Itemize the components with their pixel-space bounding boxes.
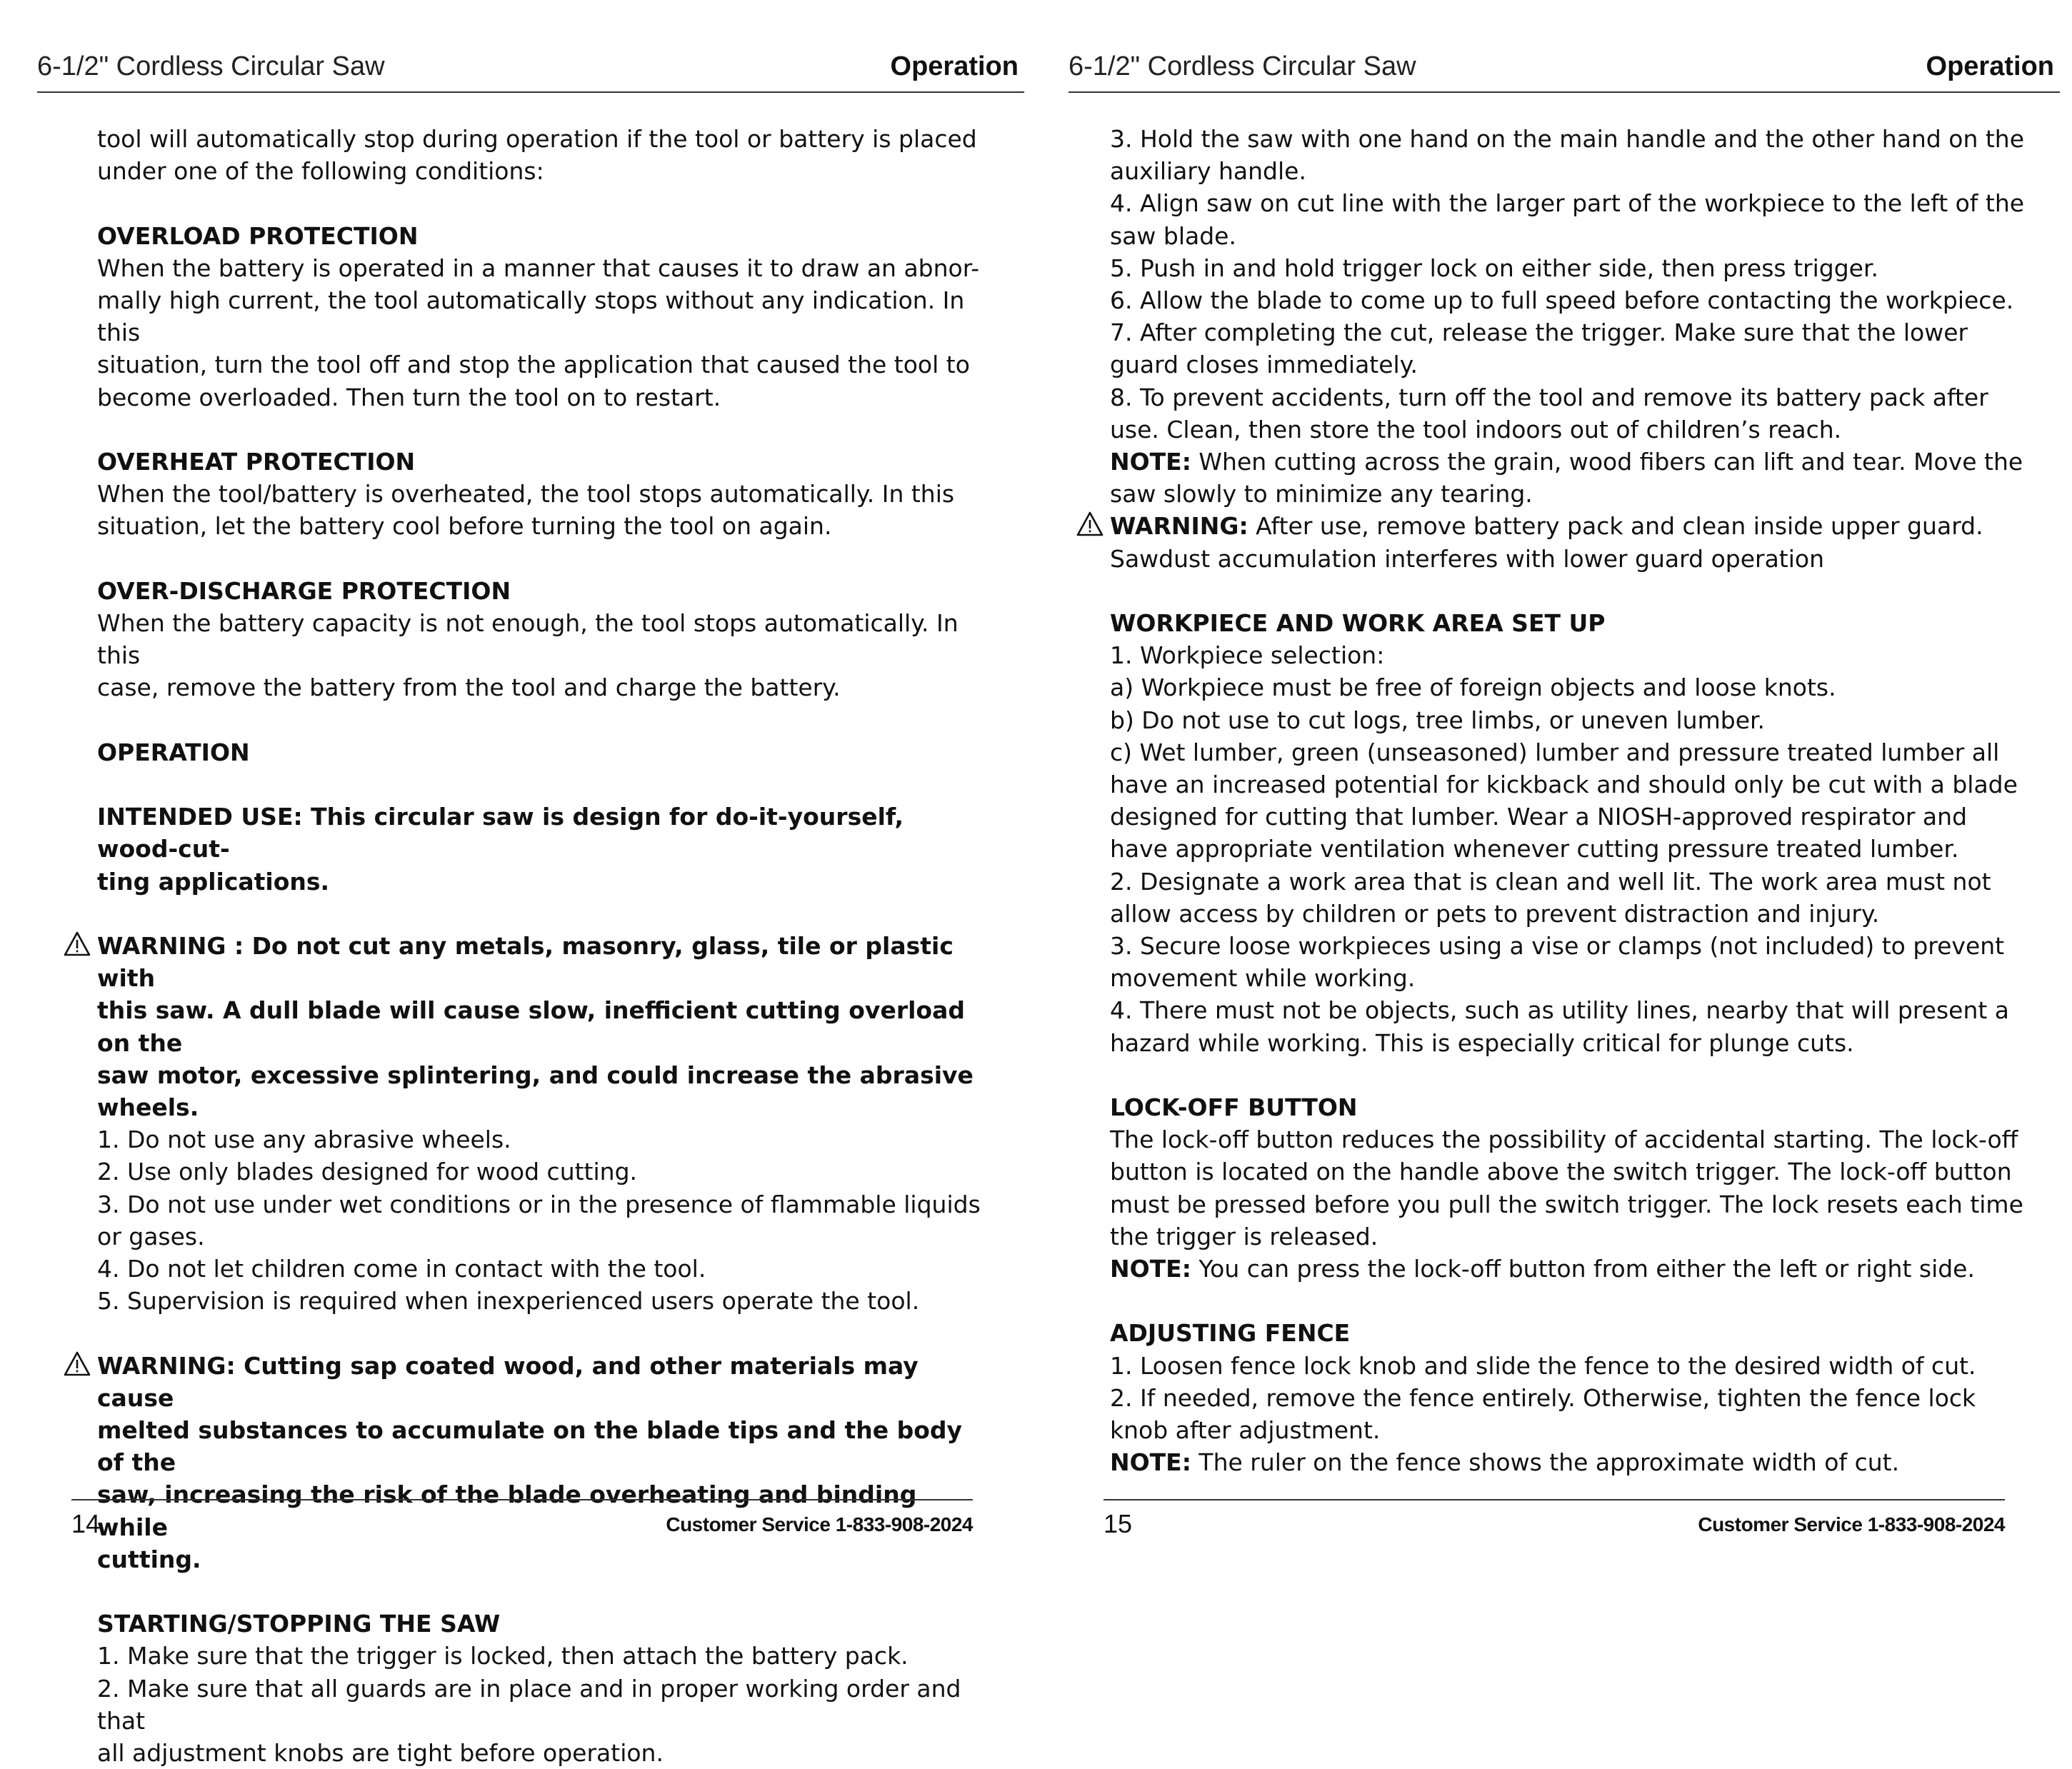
text-line: 4. There must not be objects, such as utility lines, nearby that will present a [1110, 996, 2010, 1025]
text-line: case, remove the battery from the tool and charge the battery. [97, 673, 841, 702]
note-text: When cutting across the grain, wood fibers can lift and tear. Move the [1191, 448, 2023, 476]
section-heading: OVERLOAD PROTECTION [97, 221, 419, 250]
left-page [0, 0, 1036, 1768]
text-line: WARNING: Cutting sap coated wood, and other materials may cause [97, 1351, 919, 1412]
list-item: 1. Make sure that the trigger is locked, then attach the battery pack. [97, 1642, 909, 1670]
text-line: the trigger is released. [1110, 1222, 1378, 1251]
list-item: 3. Hold the saw with one hand on the main handle and the other hand on the [1110, 125, 2025, 153]
section-title: Operation [890, 51, 1019, 81]
warning-triangle-icon [1076, 510, 1104, 538]
list-item: 8. To prevent accidents, turn off the tool and remove its battery pack after [1110, 383, 1988, 411]
text-line: a) Workpiece must be free of foreign objects and loose knots. [1110, 673, 1836, 702]
list-item: 5. Push in and hold trigger lock on either side, then press trigger. [1110, 254, 1878, 282]
text-line: c) Wet lumber, green (unseasoned) lumber and pressure treated lumber all [1110, 738, 2000, 766]
text-line: When the battery capacity is not enough, the tool stops automatically. In this [97, 609, 959, 670]
list-item: guard closes immediately. [1110, 351, 1418, 379]
section-heading: STARTING/STOPPING THE SAW [97, 1610, 501, 1638]
page-header [1068, 49, 2060, 93]
list-item: 3. Do not use under wet conditions or in the presence of flammable liquids [97, 1190, 981, 1218]
text-line: situation, let the battery cool before turning the tool on again. [97, 512, 832, 541]
warning-triangle-icon [63, 930, 91, 958]
text-line: 1. Workpiece selection: [1110, 641, 1385, 670]
warning-line [1110, 510, 2038, 542]
text-line: mally high current, the tool automatically stops without any indication. In this [97, 286, 965, 347]
text-line: button is located on the handle above the switch trigger. The lock-off button [1110, 1158, 2012, 1186]
list-item: use. Clean, then store the tool indoors out of children’s reach. [1110, 415, 1842, 443]
section-heading: OPERATION [97, 738, 250, 766]
text-line: have appropriate ventilation whenever cutting pressure treated lumber. [1110, 835, 1959, 863]
note-line [1110, 1446, 2038, 1478]
list-item: 4. Align saw on cut line with the larger part of the workpiece to the left of the [1110, 189, 2025, 218]
note-line [1110, 446, 2038, 478]
manual-title: 6-1/2" Cordless Circular Saw [37, 51, 385, 81]
list-item: 7. After completing the cut, release the trigger. Make sure that the lower [1110, 319, 1968, 347]
warning-block [97, 930, 990, 1123]
list-item: all adjustment knobs are tight before operation. [97, 1739, 664, 1768]
text-line: movement while working. [1110, 964, 1416, 993]
text-line: wheels. [97, 1093, 199, 1121]
customer-service: Customer Service 1-833-908-2024 [1698, 1513, 2005, 1535]
note-label: NOTE: [1110, 448, 1191, 476]
list-item: 2. Make sure that all guards are in place and in proper working order and that [97, 1674, 961, 1735]
section-heading: OVERHEAT PROTECTION [97, 448, 416, 476]
text-line: saw motor, excessive splintering, and could increase the abrasive [97, 1061, 974, 1089]
section-heading: LOCK-OFF BUTTON [1110, 1093, 1358, 1122]
text-line: WARNING : Do not cut any metals, masonry, glass, tile or plastic with [97, 931, 954, 993]
note-label: NOTE: [1110, 1448, 1191, 1477]
note-line: saw slowly to minimize any tearing. [1110, 480, 1533, 508]
warning-line: Sawdust accumulation interferes with lower guard operation [1110, 544, 1825, 573]
text-line: 3. Secure loose workpieces using a vise or clamps (not included) to prevent [1110, 932, 2005, 961]
page-number: 14 [71, 1509, 101, 1538]
list-item: or gases. [97, 1222, 205, 1251]
text-line: designed for cutting that lumber. Wear a NIOSH-approved respirator and [1110, 803, 1968, 831]
text-line: situation, turn the tool off and stop the application that caused the tool to [97, 351, 970, 379]
customer-service: Customer Service 1-833-908-2024 [666, 1513, 973, 1535]
list-item: knob after adjustment. [1110, 1416, 1381, 1445]
text-line: hazard while working. This is especially critical for plunge cuts. [1110, 1028, 1854, 1057]
text-line: 2. Designate a work area that is clean and well lit. The work area must not [1110, 867, 1991, 896]
page-footer [71, 1499, 973, 1543]
text-line: this saw. A dull blade will cause slow, inefficient cutting overload on the [97, 996, 965, 1057]
note-line [1110, 1253, 2038, 1285]
list-item: 2. If needed, remove the fence entirely. Otherwise, tighten the fence lock [1110, 1383, 1976, 1412]
list-item: 4. Do not let children come in contact with the tool. [97, 1255, 706, 1283]
text-line: must be pressed before you pull the switch trigger. The lock resets each time [1110, 1190, 2023, 1218]
warning-triangle-icon [63, 1350, 91, 1378]
text-line: When the tool/battery is overheated, the tool stops automatically. In this [97, 480, 955, 508]
text-line: The lock-off button reduces the possibility of accidental starting. The lock-off [1110, 1126, 2018, 1154]
text-line: under one of the following conditions: [97, 157, 544, 186]
text-line: INTENDED USE: This circular saw is design for do-it-yourself, wood-cut- [97, 803, 904, 863]
page-header [37, 49, 1024, 93]
page-content [1110, 123, 2038, 1478]
list-item: 1. Do not use any abrasive wheels. [97, 1126, 511, 1154]
note-label: NOTE: [1110, 1255, 1191, 1283]
section-title: Operation [1926, 51, 2054, 81]
page-footer [1103, 1499, 2005, 1543]
list-item: saw blade. [1110, 221, 1236, 250]
note-text: You can press the lock-off button from either the left or right side. [1191, 1255, 1975, 1283]
text-line: cutting. [97, 1545, 201, 1573]
list-item: 2. Use only blades designed for wood cutting. [97, 1158, 638, 1186]
text-line: tool will automatically stop during operation if the tool or battery is placed [97, 125, 977, 153]
text-line: allow access by children or pets to prevent distraction and injury. [1110, 899, 1880, 928]
list-item: 6. Allow the blade to come up to full speed before contacting the workpiece. [1110, 286, 2014, 315]
section-heading: ADJUSTING FENCE [1110, 1319, 1351, 1348]
text-line: When the battery is operated in a manner that causes it to draw an abnor- [97, 254, 980, 282]
section-heading: OVER-DISCHARGE PROTECTION [97, 576, 511, 605]
text-line: ting applications. [97, 867, 330, 896]
warning-text: After use, remove battery pack and clean inside upper guard. [1248, 512, 1983, 541]
warning-label: WARNING: [1110, 512, 1248, 541]
list-item: auxiliary handle. [1110, 157, 1306, 186]
note-text: The ruler on the fence shows the approximate width of cut. [1191, 1448, 1900, 1477]
list-item: 5. Supervision is required when inexperienced users operate the tool. [97, 1287, 920, 1316]
manual-title: 6-1/2" Cordless Circular Saw [1068, 51, 1416, 81]
text-line: have an increased potential for kickback and should only be cut with a blade [1110, 771, 2018, 799]
text-line: melted substances to accumulate on the blade tips and the body of the [97, 1416, 963, 1477]
list-item: 1. Loosen fence lock knob and slide the fence to the desired width of cut. [1110, 1351, 1976, 1380]
text-line: saw, increasing the risk of the blade overheating and binding while [97, 1480, 917, 1541]
section-heading: WORKPIECE AND WORK AREA SET UP [1110, 609, 1606, 638]
text-line: become overloaded. Then turn the tool on to restart. [97, 383, 721, 411]
page-number: 15 [1103, 1509, 1133, 1538]
warning-block [1110, 510, 2038, 574]
right-page [1036, 0, 2071, 1603]
text-line: b) Do not use to cut logs, tree limbs, or uneven lumber. [1110, 706, 1766, 734]
